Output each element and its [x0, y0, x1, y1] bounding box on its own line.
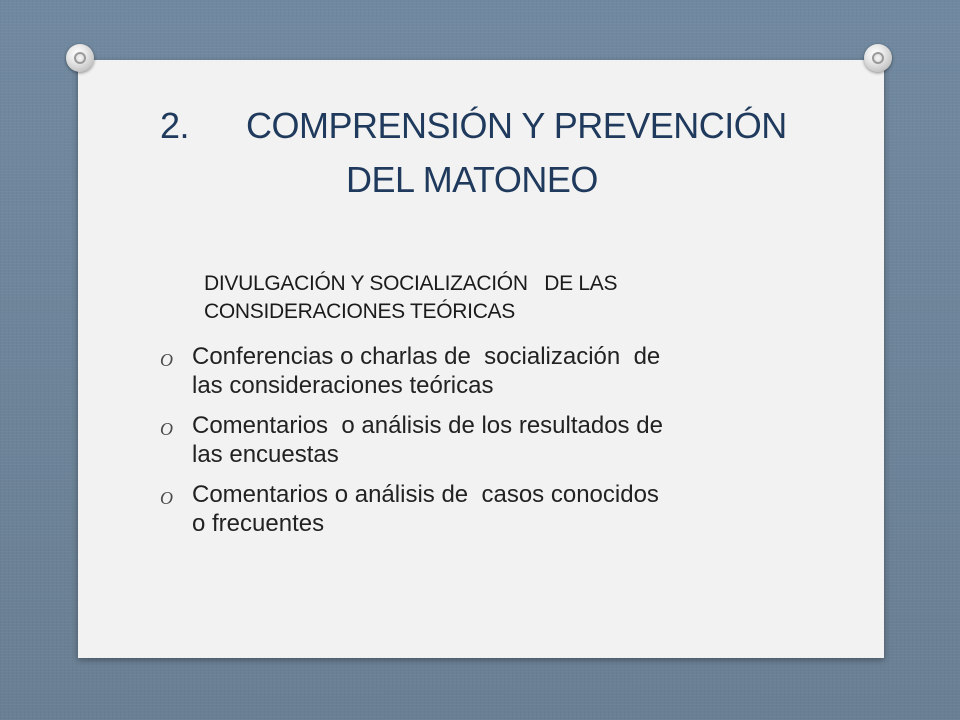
bullet-text-line1: Comentarios o análisis de casos conocidos — [192, 481, 659, 508]
bullet-list — [160, 342, 800, 549]
pushpin-icon — [864, 44, 892, 72]
slide-title-line1 — [160, 103, 787, 149]
title-number: 2. — [160, 105, 190, 146]
list-item — [160, 480, 800, 538]
bullet-text-line2: las encuestas — [192, 441, 339, 468]
pushpin-icon — [66, 44, 94, 72]
subheading-line1: DIVULGACIÓN Y SOCIALIZACIÓN DE LAS — [204, 272, 618, 295]
bullet-text-line1: Conferencias o charlas de socialización de — [192, 343, 661, 370]
subheading — [204, 270, 764, 326]
bullet-text-line2: o frecuentes — [192, 510, 325, 537]
bullet-text-line1: Comentarios o análisis de los resultados de — [192, 412, 663, 439]
title-text-line1: COMPRENSIÓN Y PREVENCIÓN — [246, 105, 787, 146]
bullet-marker-icon: O — [160, 488, 173, 508]
bullet-text-line2: las consideraciones teóricas — [192, 372, 494, 399]
subheading-line2: CONSIDERACIONES TEÓRICAS — [204, 300, 515, 323]
title-text-line2: DEL MATONEO — [346, 159, 598, 200]
bullet-marker-icon: O — [160, 419, 173, 439]
list-item — [160, 342, 800, 400]
bullet-marker-icon: O — [160, 350, 173, 370]
list-item — [160, 411, 800, 469]
